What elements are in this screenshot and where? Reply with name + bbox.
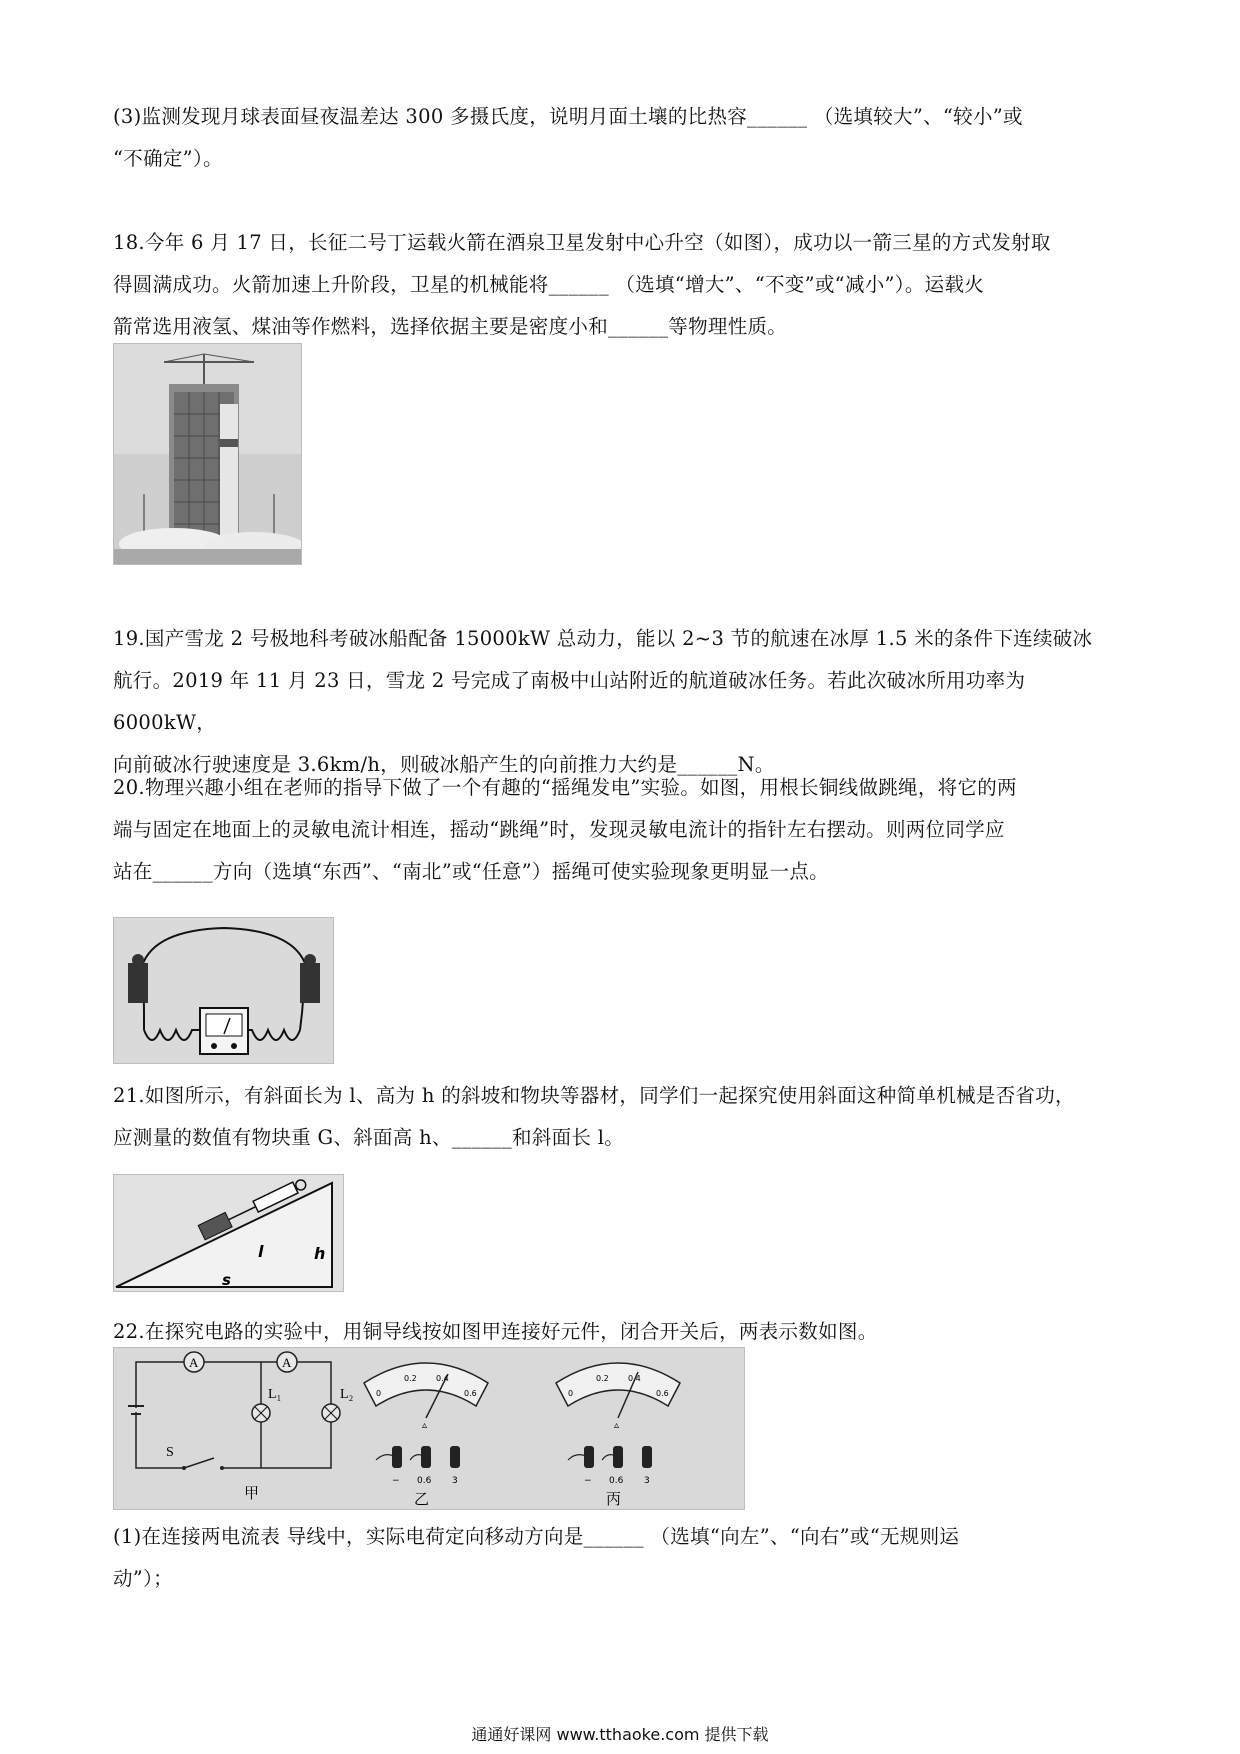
incline-figure [113, 1174, 344, 1292]
question-18 [113, 222, 1133, 348]
text-line: 端与固定在地面上的灵敏电流计相连，摇动“跳绳”时，发现灵敏电流计的指针左右摆动。则两位同学应 [113, 818, 1005, 841]
incline-label-s: s [222, 1271, 231, 1289]
dial-bing-terminal-minus: − [584, 1476, 592, 1486]
rope-generator-illustration [114, 918, 333, 1063]
text-line: 站在______方向（选填“东西”、“南北”或“任意”）摇绳可使实验现象更明显一点。 [113, 860, 829, 883]
text-line: (1)在连接两电流表 导线中，实际电荷定向移动方向是______ （选填“向左”、“向右”或“无规则运 [113, 1525, 960, 1548]
ammeter-2-label: A [282, 1355, 292, 1370]
text-line: 22.在探究电路的实验中，用铜导线按如图甲连接好元件，闭合开关后，两表示数如图。 [113, 1320, 878, 1343]
text-line: 21.如图所示，有斜面长为 l、高为 h 的斜坡和物块等器材，同学们一起探究使用斜面这种简单机械是否省功， [113, 1084, 1075, 1107]
dial-bing-tick-04: 0.4 [628, 1374, 641, 1383]
incline-illustration [114, 1175, 343, 1291]
rocket-launch-illustration [114, 344, 301, 564]
incline-label-h: h [314, 1244, 326, 1263]
text-line: 19.国产雪龙 2 号极地科考破冰船配备 15000kW 总动力，能以 2~3 节的航速在冰厚 1.5 米的条件下连续破冰 [113, 627, 1093, 650]
caption-yi: 乙 [414, 1490, 430, 1508]
dial-yi-terminal-06: 0.6 [417, 1476, 432, 1486]
incline-label-l: l [258, 1242, 264, 1261]
caption-jia: 甲 [244, 1484, 260, 1502]
caption-bing: 丙 [606, 1490, 622, 1508]
dial-yi-terminal-3: 3 [452, 1476, 458, 1486]
text-line: 航行。2019 年 11 月 23 日，雪龙 2 号完成了南极中山站附近的航道破冰任务。若此次破冰所用功率为 6000kW， [113, 669, 1026, 734]
text-line: (3)监测发现月球表面昼夜温差达 300 多摄氏度，说明月面土壤的比热容______ （选填较大”、“较小”或 [113, 105, 1023, 128]
question-22-part-1 [113, 1516, 1133, 1600]
svg-text:▵: ▵ [614, 1420, 620, 1431]
svg-text:▵: ▵ [422, 1420, 428, 1431]
rocket-launch-photo [113, 343, 302, 565]
text-line: 得圆满成功。火箭加速上升阶段，卫星的机械能将______ （选填“增大”、“不变”或“减小”）。运载火 [113, 273, 985, 296]
switch-label: S [166, 1445, 174, 1460]
circuit-illustration [114, 1348, 744, 1509]
dial-yi-tick-04: 0.4 [436, 1374, 449, 1383]
dial-bing-tick-0: 0 [568, 1389, 574, 1398]
lamp-1-label: L₁ [268, 1387, 282, 1402]
page-footer: 通通好课网 www.tthaoke.com 提供下载 [471, 1725, 769, 1744]
question-17-part-3 [113, 96, 1133, 180]
text-line: 应测量的数值有物块重 G、斜面高 h、______和斜面长 l。 [113, 1126, 625, 1149]
text-line: 动”）； [113, 1567, 173, 1590]
text-line: 20.物理兴趣小组在老师的指导下做了一个有趣的“摇绳发电”实验。如图，用根长铜线做跳绳，将它的两 [113, 776, 1017, 799]
lamp-2-label: L₂ [340, 1387, 354, 1402]
text-line: 向前破冰行驶速度是 3.6km/h，则破冰船产生的向前推力大约是______N。 [113, 753, 775, 776]
question-21 [113, 1075, 1133, 1159]
dial-yi-tick-02: 0.2 [404, 1374, 417, 1383]
dial-bing-tick-02: 0.2 [596, 1374, 609, 1383]
circuit-figure [113, 1347, 745, 1510]
dial-yi-tick-06: 0.6 [464, 1389, 477, 1398]
question-20 [113, 767, 1133, 893]
ammeter-1-label: A [189, 1355, 199, 1370]
text-line: 箭常选用液氢、煤油等作燃料，选择依据主要是密度小和______等物理性质。 [113, 315, 788, 338]
text-line: “不确定”）。 [113, 147, 223, 170]
rope-generator-figure [113, 917, 334, 1064]
question-19 [113, 618, 1133, 786]
dial-bing-terminal-3: 3 [644, 1476, 650, 1486]
dial-bing-terminal-06: 0.6 [609, 1476, 624, 1486]
dial-yi-tick-0: 0 [376, 1389, 382, 1398]
dial-yi-terminal-minus: − [392, 1476, 400, 1486]
text-line: 18.今年 6 月 17 日，长征二号丁运载火箭在酒泉卫星发射中心升空（如图），成功以一箭三星的方式发射取 [113, 231, 1051, 254]
dial-bing-tick-06: 0.6 [656, 1389, 669, 1398]
